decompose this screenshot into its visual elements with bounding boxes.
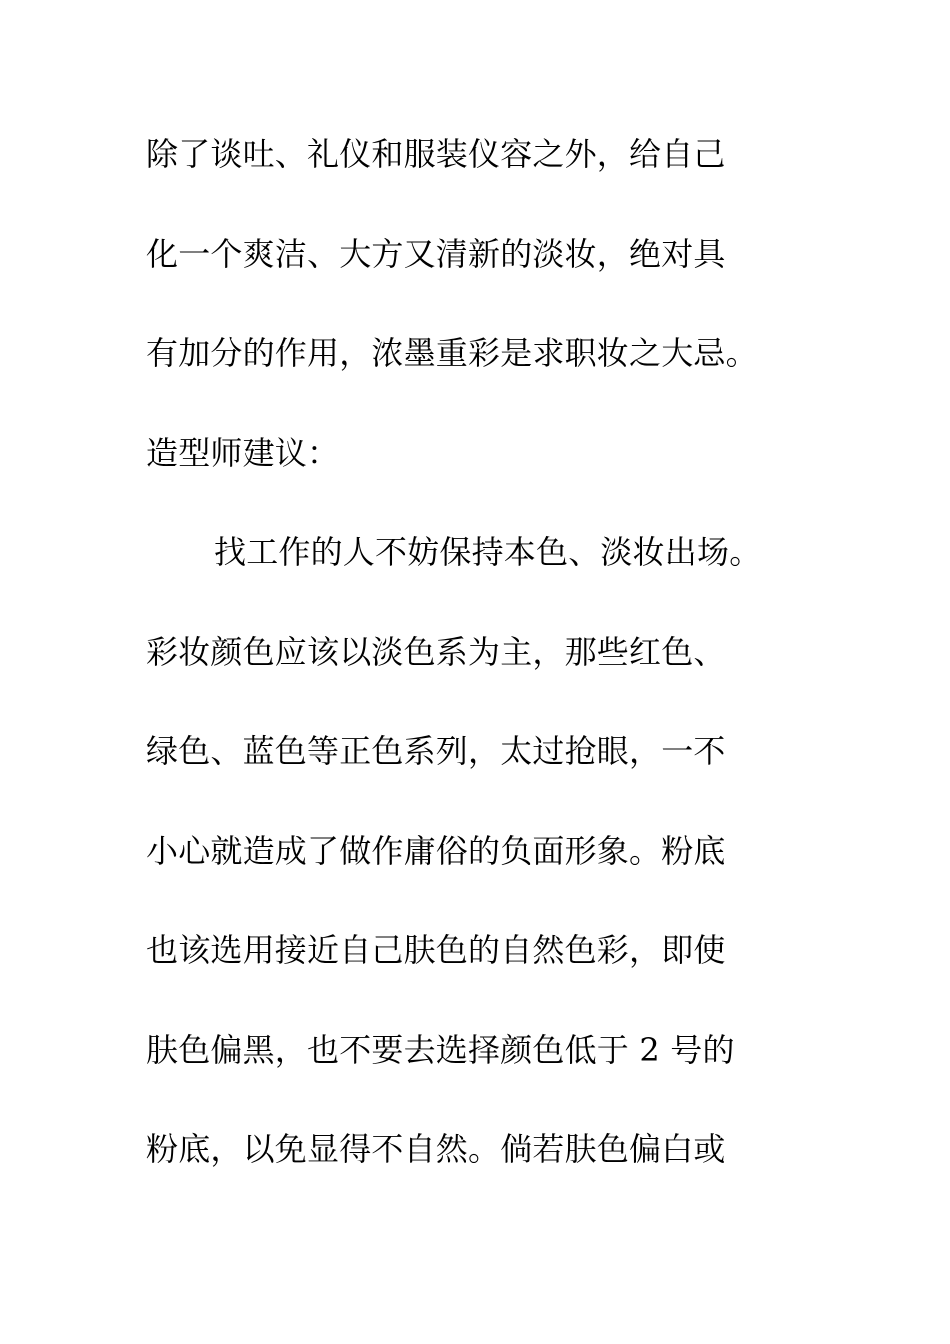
text-line-5-paragraph-start: 找工作的人不妨保持本色、淡妆出场。 xyxy=(214,533,762,571)
text-line-3: 有加分的作用，浓墨重彩是求职妆之大忌。 xyxy=(146,334,758,372)
text-line-9: 也该选用接近自己肤色的自然色彩，即使 xyxy=(146,931,726,969)
text-line-8: 小心就造成了做作庸俗的负面形象。粉底 xyxy=(146,831,726,870)
text-line-7: 绿色、蓝色等正色系列，太过抢眼，一不 xyxy=(146,732,726,770)
text-line-10: 肤色偏黑，也不要去选择颜色低于 2 号的 xyxy=(146,1030,735,1069)
text-line-1: 除了谈吐、礼仪和服装仪容之外，给自己 xyxy=(146,135,726,173)
text-line-11: 粉底，以免显得不自然。倘若肤色偏白或 xyxy=(146,1130,726,1168)
text-line-2: 化一个爽洁、大方又清新的淡妆，绝对具 xyxy=(146,234,726,273)
text-line-4: 造型师建议： xyxy=(146,433,340,472)
text-line-6: 彩妆颜色应该以淡色系为主，那些红色、 xyxy=(146,632,726,671)
document-body xyxy=(146,126,826,1221)
